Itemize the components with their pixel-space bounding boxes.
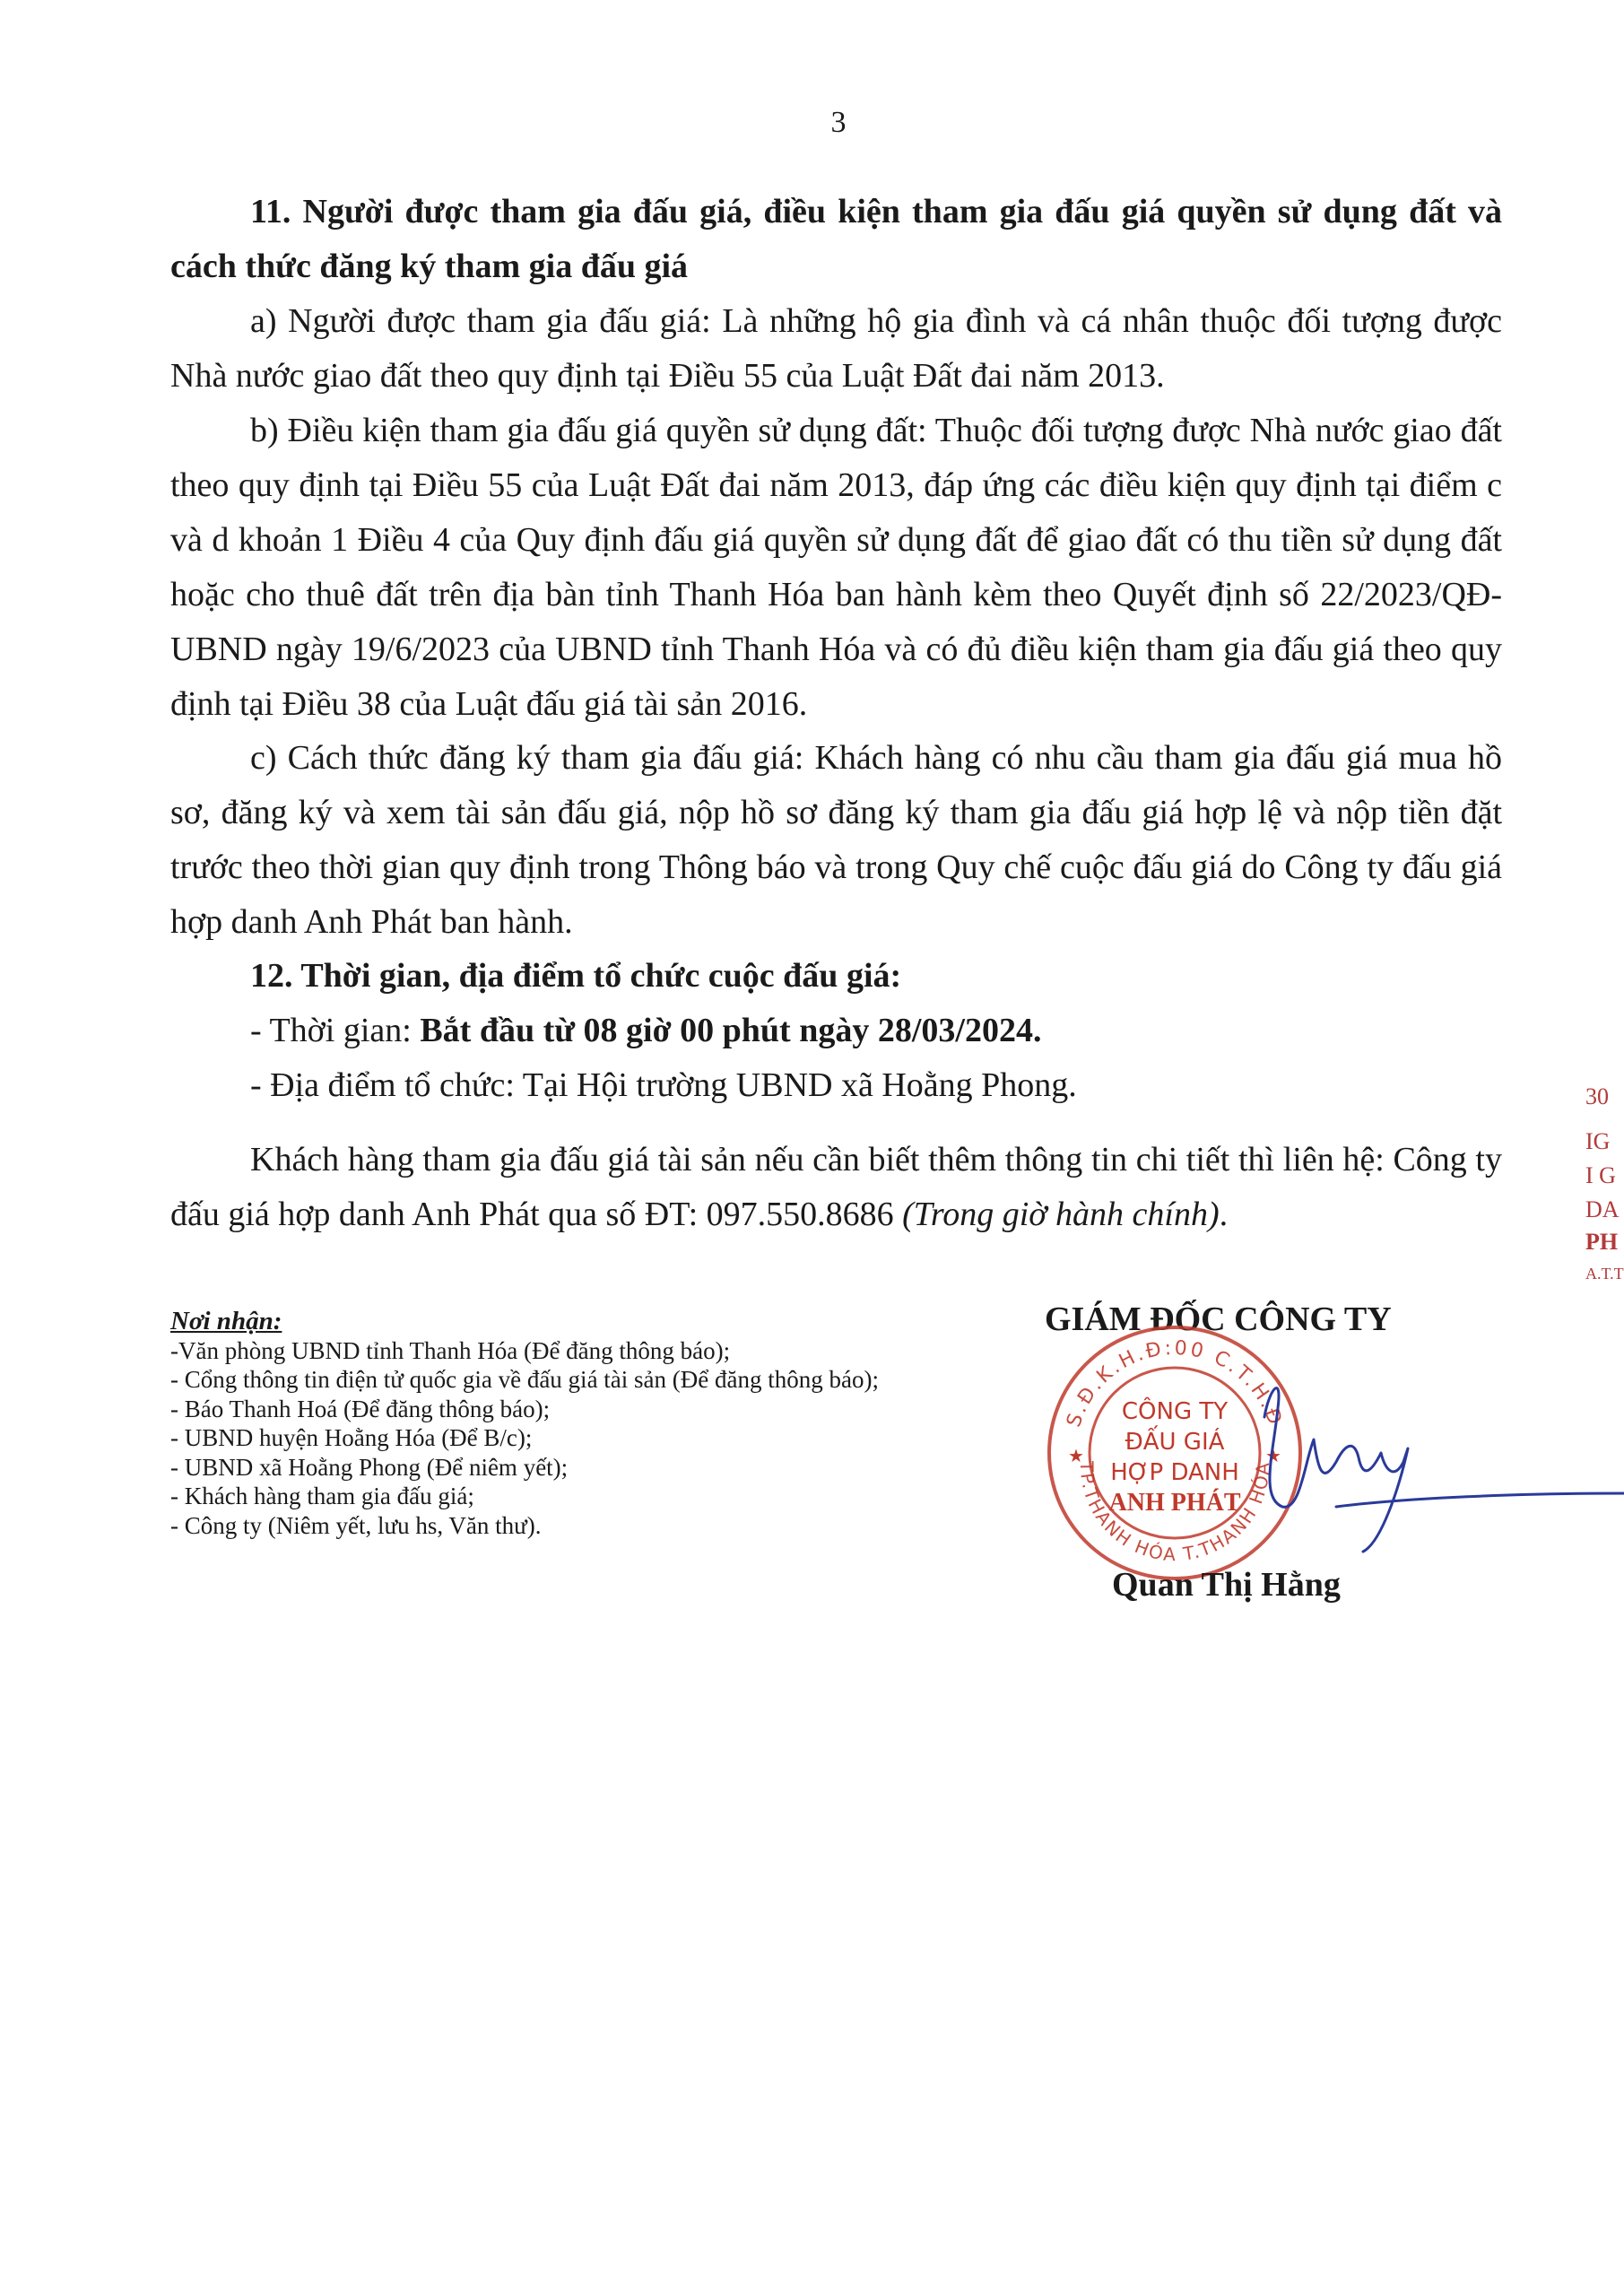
- section-11-heading: 11. Người được tham gia đấu giá, điều kiện tham gia đấu giá quyền sử dụng đất và cách thức đăng ký tham gia đấu giá: [170, 193, 1502, 285]
- recipient-item: - Khách hàng tham gia đấu giá;: [170, 1483, 474, 1509]
- fragment-line: A.T.T: [1585, 1265, 1624, 1283]
- page-number: 3: [830, 106, 847, 139]
- contact-end: .: [1219, 1196, 1229, 1233]
- section-12-heading: 12. Thời gian, địa điểm tổ chức cuộc đấu giá:: [250, 957, 902, 995]
- section-11-a: a) Người được tham gia đấu giá: Là những hộ gia đình và cá nhân thuộc đối tượng được Nhà nước giao đất theo quy định tại Điều 55 của Luật Đất đai năm 2013.: [170, 302, 1502, 395]
- handwritten-signature: [1229, 1354, 1624, 1561]
- signature-title: GIÁM ĐỐC CÔNG TY: [1045, 1300, 1392, 1338]
- signer-name: Quan Thị Hằng: [1112, 1566, 1341, 1604]
- recipient-item: -Văn phòng UBND tỉnh Thanh Hóa (Để đăng thông báo);: [170, 1336, 731, 1364]
- stamp-star-right: ★: [1265, 1447, 1281, 1466]
- stamp-star-left: ★: [1068, 1447, 1084, 1466]
- recipient-item: - UBND huyện Hoằng Hóa (Để B/c);: [170, 1424, 533, 1451]
- fragment-line: PH: [1585, 1229, 1619, 1255]
- contact-paragraph: [170, 1133, 1502, 1242]
- section-11-b: b) Điều kiện tham gia đấu giá quyền sử dụng đất: Thuộc đối tượng được Nhà nước giao đất theo quy định tại Điều 55 của Luật Đất đai năm 2013, đáp ứng các điều kiện quy định tại điểm c và d khoản 1 Điều 4 của Quy định đấu giá quyền sử dụng đất để giao đất có thu tiền sử dụng đất hoặc cho thuê đất trên địa bàn tỉnh Thanh Hóa ban hành kèm theo Quyết định số 22/2023/QĐ-UBND ngày 19/6/2023 của UBND tỉnh Thanh Hóa và có đủ điều kiện tham gia đấu giá theo quy định tại Điều 38 của Luật đấu giá tài sản 2016.: [170, 412, 1502, 723]
- recipient-item: - Công ty (Niêm yết, lưu hs, Văn thư).: [170, 1511, 542, 1539]
- fragment-line: 30: [1585, 1083, 1609, 1109]
- stamp-line-4: ANH PHÁT: [1108, 1489, 1241, 1517]
- contact-text: Khách hàng tham gia đấu giá tài sản nếu cần biết thêm thông tin chi tiết thì liên hệ: Công ty đấu giá hợp danh Anh Phát qua số ĐT: 097.550.8686: [170, 1141, 1502, 1233]
- recipient-item: - Báo Thanh Hoá (Để đăng thông báo);: [170, 1395, 551, 1422]
- recipient-item: - Cổng thông tin điện tử quốc gia về đấu giá tài sản (Để đăng thông báo);: [170, 1366, 879, 1393]
- stamp-line-2: ĐẤU GIÁ: [1125, 1429, 1225, 1456]
- stamp-ring-text: S.Đ.K.H.Đ:00 C.T.H.Đ: [1063, 1336, 1287, 1431]
- stamp-line-1: CÔNG TY: [1121, 1398, 1229, 1425]
- auction-time: [170, 1004, 1502, 1058]
- fragment-line: IG: [1585, 1128, 1611, 1154]
- stamp-bottom-text: TP.THANH HÓA T.THANH HÓA: [1075, 1460, 1274, 1566]
- recipient-item: - UBND xã Hoằng Phong (Để niêm yết);: [170, 1453, 569, 1481]
- contact-note: (Trong giờ hành chính): [902, 1196, 1220, 1233]
- auction-place: - Địa điểm tổ chức: Tại Hội trường UBND xã Hoằng Phong.: [250, 1066, 1077, 1104]
- stamp-line-3: HỢP DANH: [1110, 1459, 1239, 1486]
- recipients-block: [170, 1307, 995, 1540]
- auction-time-label: - Thời gian:: [250, 1012, 421, 1049]
- recipients-title: Nơi nhận:: [170, 1307, 282, 1335]
- section-11-c: c) Cách thức đăng ký tham gia đấu giá: Khách hàng có nhu cầu tham gia đấu giá mua hồ sơ, đăng ký và xem tài sản đấu giá, nộp hồ sơ đăng ký tham gia đấu giá hợp lệ và nộp tiền đặt trước theo thời gian quy định trong Thông báo và trong Quy chế cuộc đấu giá do Công ty đấu giá hợp danh Anh Phát ban hành.: [170, 739, 1502, 941]
- auction-time-value: Bắt đầu từ 08 giờ 00 phút ngày 28/03/2024.: [420, 1012, 1042, 1049]
- fragment-line: DA: [1585, 1196, 1620, 1222]
- fragment-line: I G: [1585, 1162, 1616, 1188]
- adjacent-page-fragment: [1585, 1067, 1624, 1283]
